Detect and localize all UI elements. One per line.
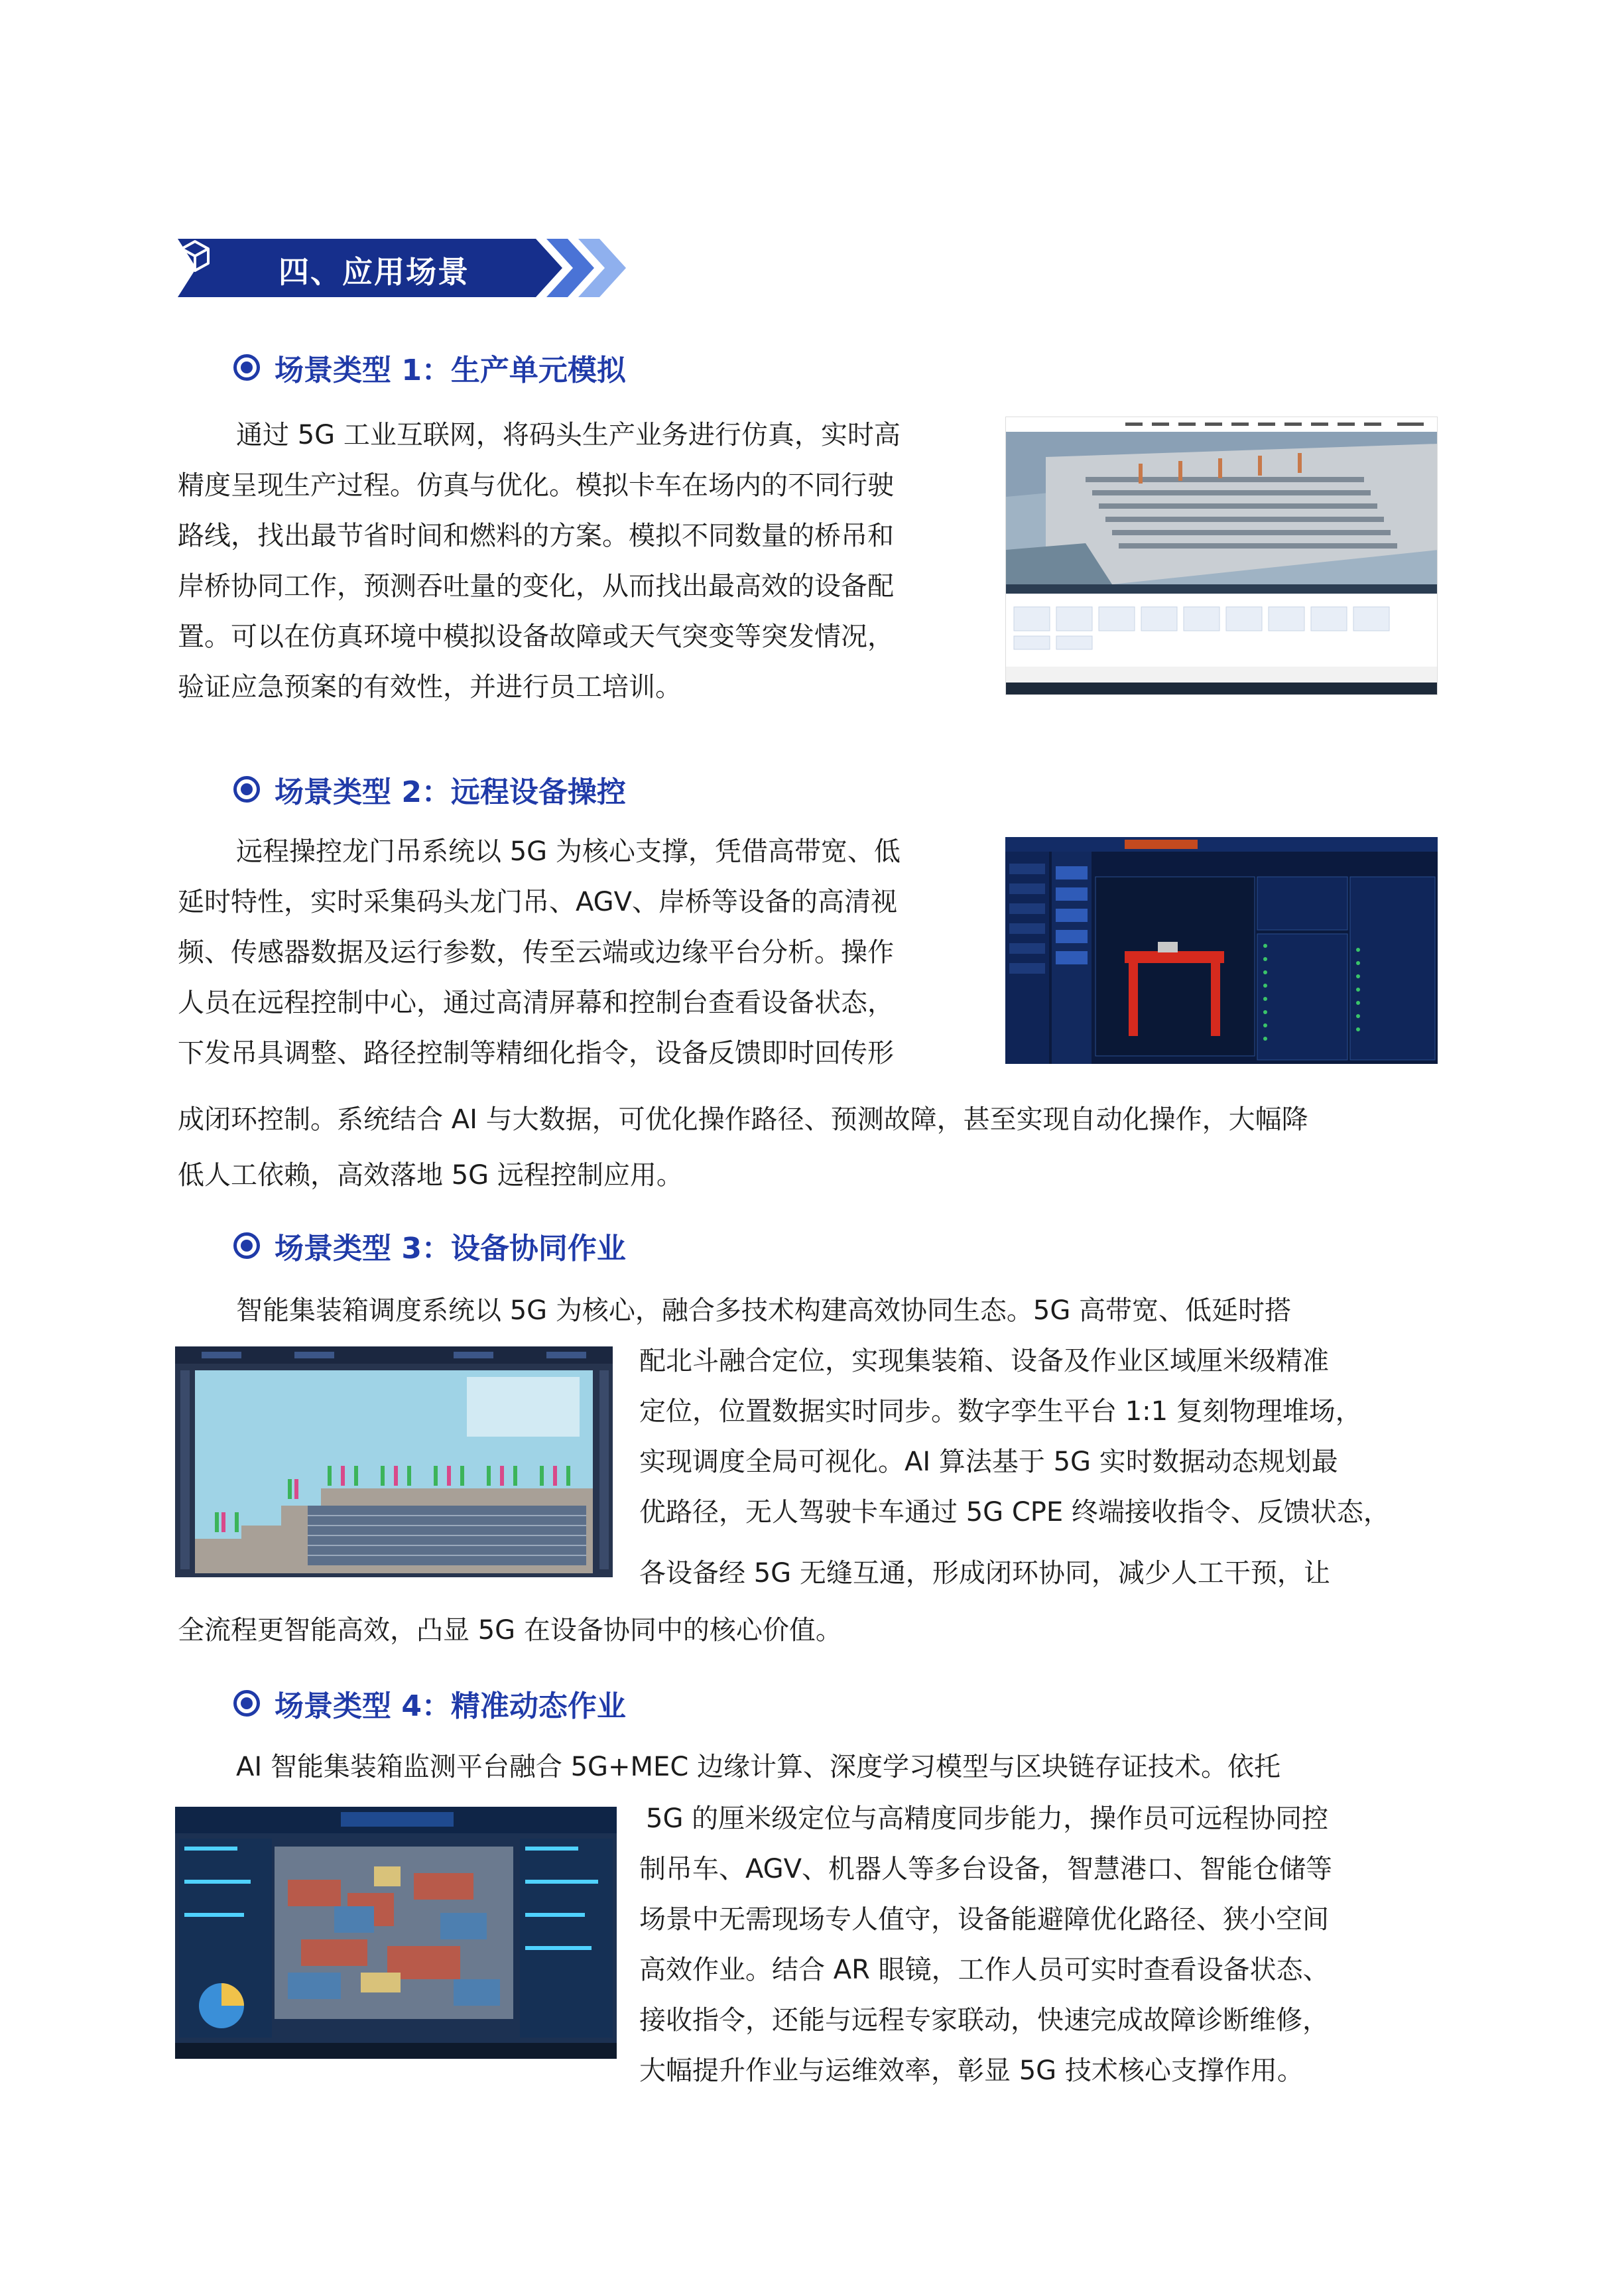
- scene-2-line-1: 远程操控龙门吊系统以 5G 为核心支撑，凭借高带宽、低: [236, 836, 901, 867]
- scene-4-heading: 场景类型 4：精准动态作业: [233, 1683, 626, 1723]
- scene-4-line-7: 大幅提升作业与运维效率，彰显 5G 技术核心支撑作用。: [639, 2055, 1304, 2086]
- scene-1-line-3: 路线，找出最节省时间和燃料的方案。模拟不同数量的桥吊和: [178, 521, 894, 551]
- cube-icon: [178, 239, 212, 273]
- scene-4-line-5: 高效作业。结合 AR 眼镜，工作人员可实时查看设备状态、: [639, 1955, 1330, 1985]
- scene-1-line-5: 置。可以在仿真环境中模拟设备故障或天气突变等突发情况，: [178, 621, 894, 652]
- scene-1-line-1: 通过 5G 工业互联网，将码头生产业务进行仿真，实时高: [236, 420, 901, 450]
- bullet-icon: [233, 1690, 260, 1717]
- scene-4-line-4: 场景中无需现场专人值守，设备能避障优化路径、狭小空间: [639, 1904, 1329, 1935]
- scene-4-line-2: 5G 的厘米级定位与高精度同步能力，操作员可远程协同控: [646, 1803, 1329, 1834]
- scene-3-line-3: 定位，位置数据实时同步。数字孪生平台 1:1 复刻物理堆场，: [639, 1396, 1362, 1427]
- scene-3-heading: 场景类型 3：设备协同作业: [233, 1226, 626, 1266]
- scene-2-line-4: 人员在远程控制中心，通过高清屏幕和控制台查看设备状态，: [178, 988, 894, 1018]
- scene-2-line-7: 低人工依赖，高效落地 5G 远程控制应用。: [178, 1160, 683, 1191]
- scene-2-line-2: 延时特性，实时采集码头龙门吊、AGV、岸桥等设备的高清视: [178, 887, 898, 917]
- remote-crane-control-screenshot: [1005, 837, 1438, 1064]
- bullet-icon: [233, 354, 260, 381]
- scene-2-line-3: 频、传感器数据及运行参数，传至云端或边缘平台分析。操作: [178, 937, 894, 968]
- port-simulation-screenshot: [1005, 417, 1438, 695]
- scene-4-line-1: AI 智能集装箱监测平台融合 5G+MEC 边缘计算、深度学习模型与区块链存证技术。依托: [236, 1752, 1280, 1782]
- bullet-icon: [233, 776, 260, 803]
- scene-1-line-4: 岸桥协同工作，预测吞吐量的变化，从而找出最高效的设备配: [178, 571, 894, 602]
- scene-3-line-2: 配北斗融合定位，实现集装箱、设备及作业区域厘米级精准: [639, 1346, 1329, 1376]
- section-banner: [178, 239, 629, 297]
- scene-4-line-3: 制吊车、AGV、机器人等多台设备，智慧港口、智能仓储等: [639, 1854, 1333, 1884]
- scene-1-heading: 场景类型 1：生产单元模拟: [233, 348, 626, 387]
- scene-3-line-6: 各设备经 5G 无缝互通，形成闭环协同，减少人工干预，让: [639, 1558, 1330, 1589]
- scene-1-line-6: 验证应急预案的有效性，并进行员工培训。: [178, 672, 682, 702]
- scene-2-line-5: 下发吊具调整、路径控制等精细化指令，设备反馈即时回传形: [178, 1038, 894, 1069]
- scene-3-line-4: 实现调度全局可视化。AI 算法基于 5G 实时数据动态规划最: [639, 1447, 1338, 1477]
- scene-3-line-7: 全流程更智能高效，凸显 5G 在设备协同中的核心价值。: [178, 1615, 842, 1646]
- bullet-icon: [233, 1232, 260, 1259]
- scene-2-line-6: 成闭环控制。系统结合 AI 与大数据，可优化操作路径、预测故障，甚至实现自动化操作，大幅降: [178, 1104, 1308, 1135]
- scene-3-line-1: 智能集装箱调度系统以 5G 为核心，融合多技术构建高效协同生态。5G 高带宽、低延时搭: [236, 1295, 1292, 1326]
- scene-2-heading: 场景类型 2：远程设备操控: [233, 769, 626, 809]
- section-title: 四、应用场景: [279, 254, 469, 290]
- scene-1-line-2: 精度呈现生产过程。仿真与优化。模拟卡车在场内的不同行驶: [178, 470, 894, 501]
- scene-3-line-5: 优路径，无人驾驶卡车通过 5G CPE 终端接收指令、反馈状态，: [639, 1497, 1390, 1528]
- container-monitoring-screenshot: [175, 1807, 617, 2059]
- scene-4-line-6: 接收指令，还能与远程专家联动，快速完成故障诊断维修，: [639, 2005, 1329, 2036]
- container-scheduling-screenshot: [175, 1346, 613, 1577]
